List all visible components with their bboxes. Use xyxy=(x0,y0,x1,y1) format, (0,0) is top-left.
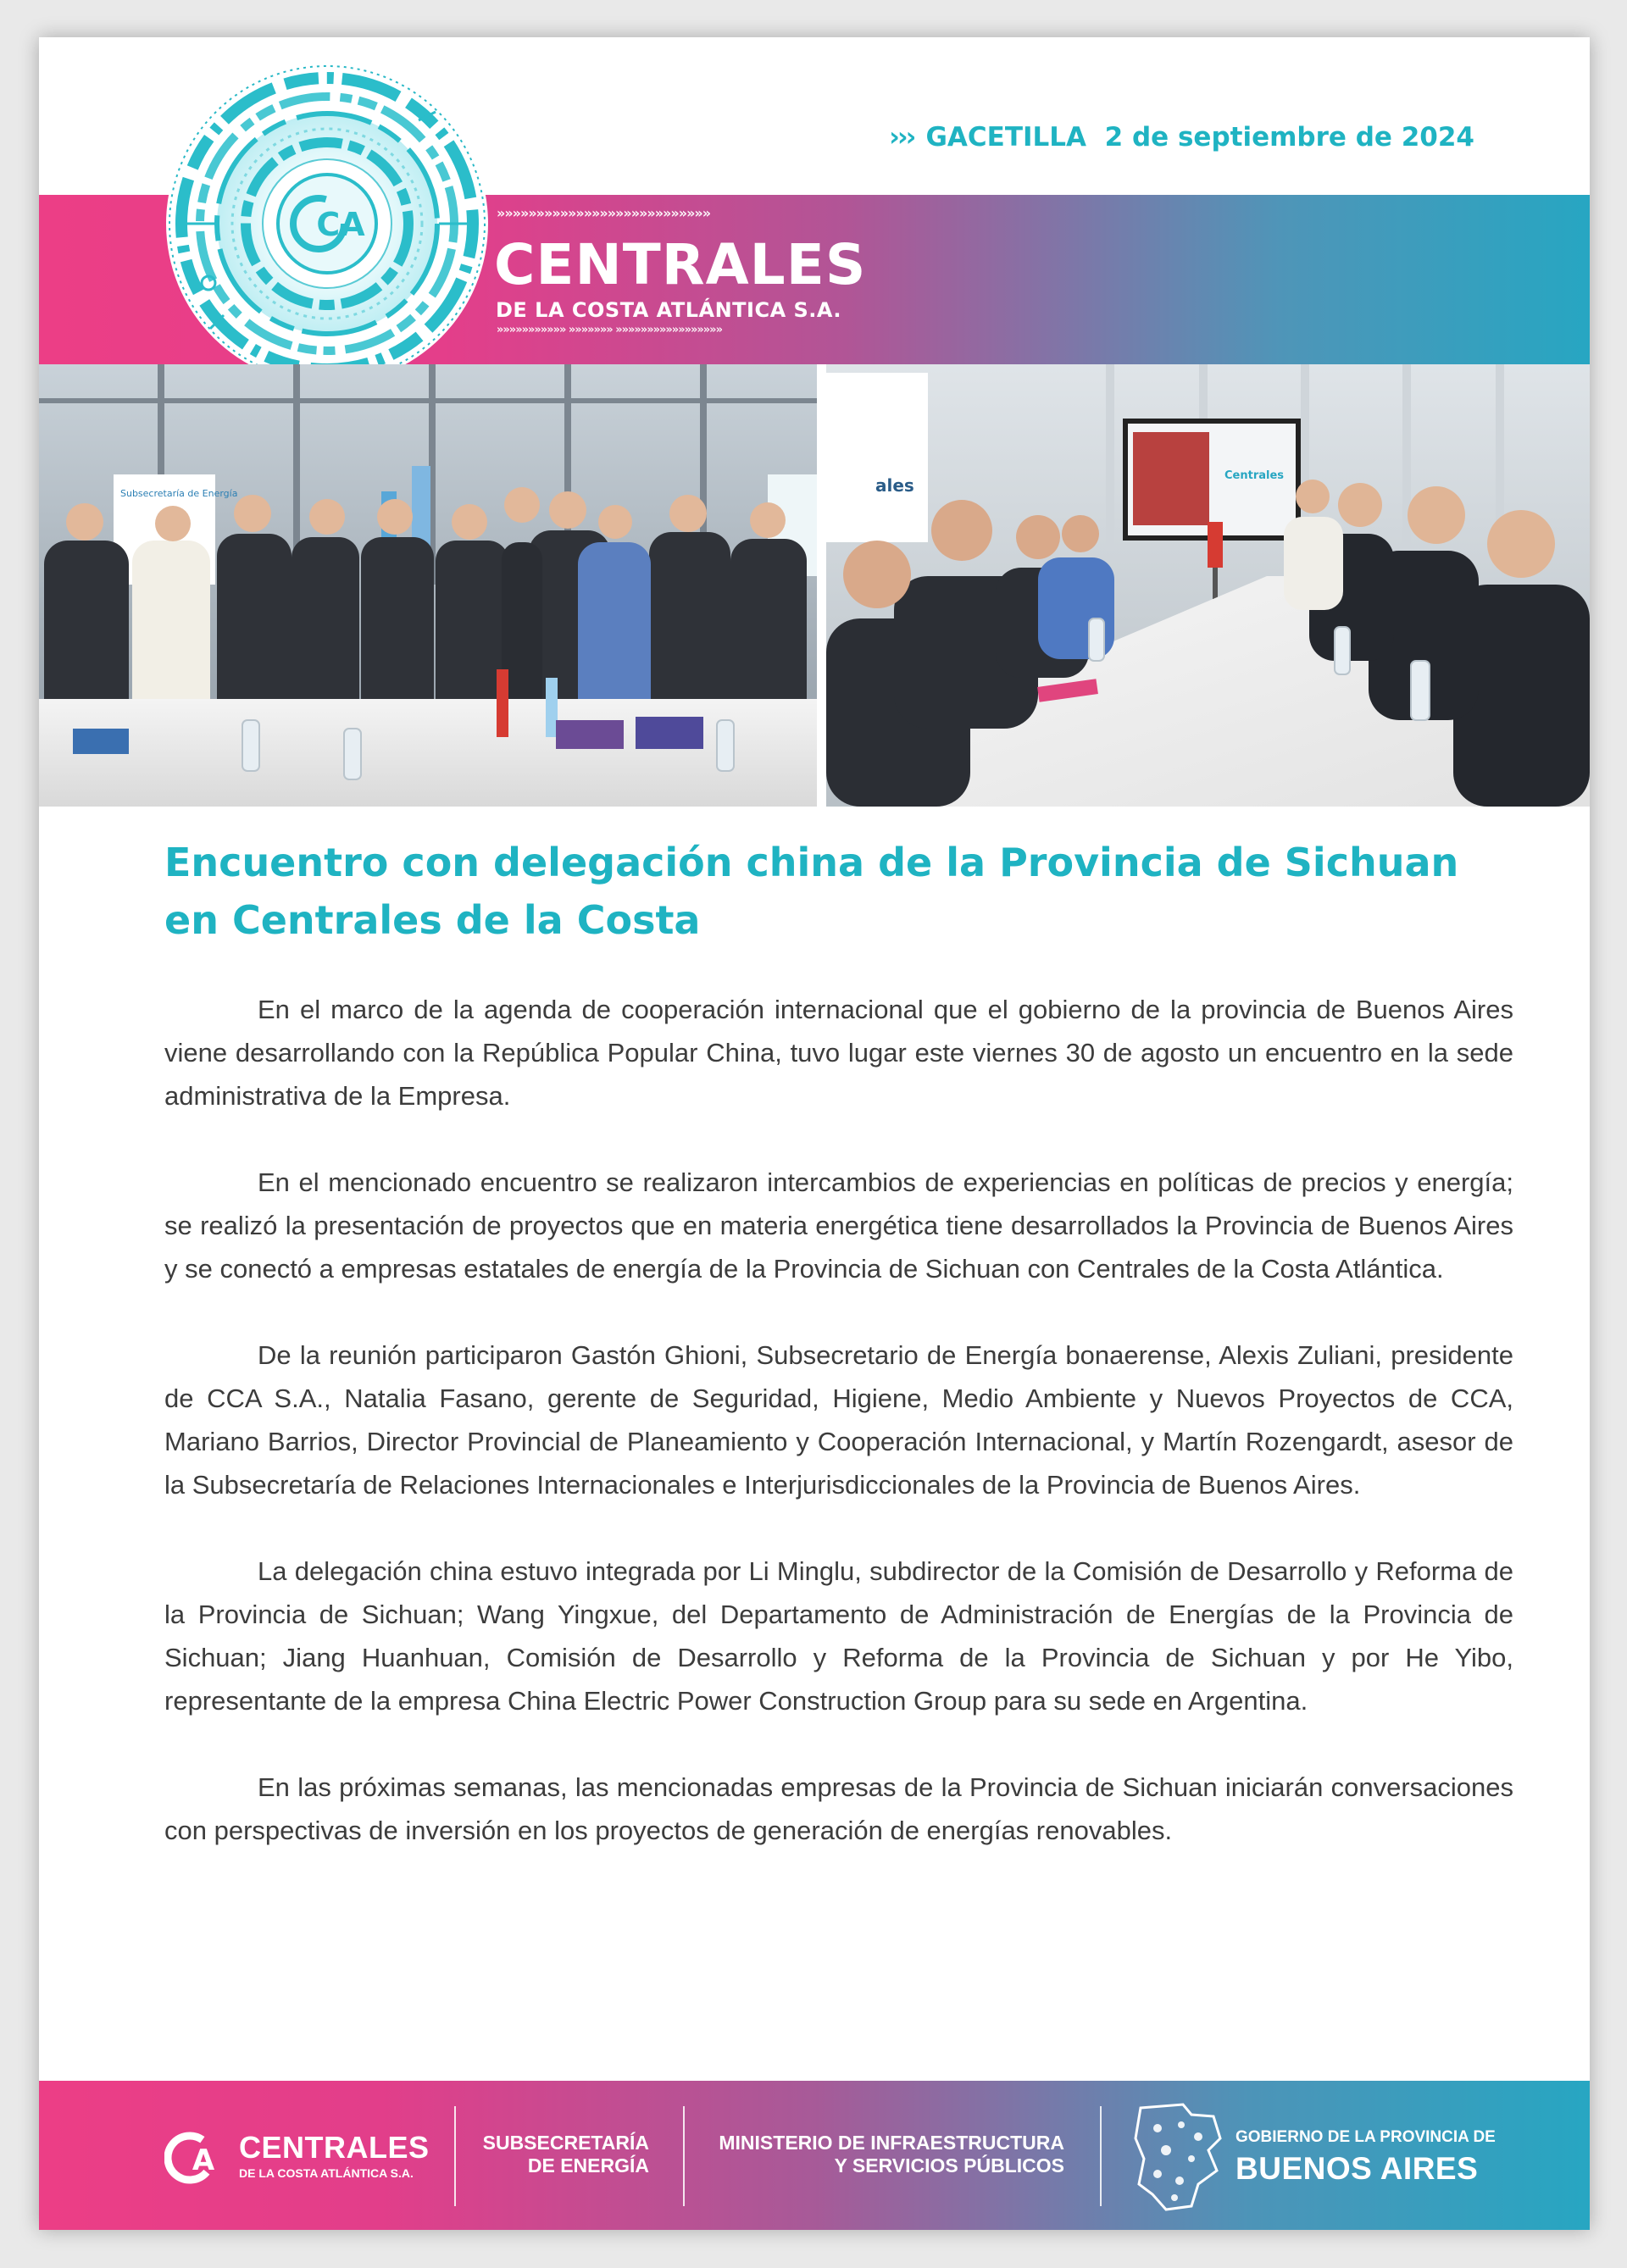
footer-gobierno-line2: BUENOS AIRES xyxy=(1236,2151,1479,2186)
footer-gobierno-line1: GOBIERNO DE LA PROVINCIA DE xyxy=(1236,2128,1496,2146)
publication-date: 2 de septiembre de 2024 xyxy=(1104,122,1474,152)
band-chevrons-bottom: »»»»»»»»»»» »»»»»»» »»»»»»»»»»»»»»»»» xyxy=(497,324,722,336)
paragraph-2: En el mencionado encuentro se realizaron intercambios de experiencias en políticas de precios y energía; se realizó la presentación de proyectos que en materia energética tiene desarrollados la Provincia de Buenos Aires y se conectó a empresas estatales de energía de la Provincia de Sichuan con Centrales de la Costa Atlántica. xyxy=(164,1167,1513,1284)
paragraph-1: En el marco de la agenda de cooperación internacional que el gobierno de la provincia de Buenos Aires viene desarrollando con la República Popular China, tuvo lugar este viernes 30 de agosto un encuentro en la sede administrativa de la Empresa. xyxy=(164,995,1513,1111)
article-title-line2: en Centrales de la Costa xyxy=(164,897,701,943)
cca-logo-icon xyxy=(164,2127,234,2188)
footer-cca-title: CENTRALES xyxy=(239,2130,430,2165)
group-photo xyxy=(39,364,817,807)
gacetilla-date-line xyxy=(889,122,1474,152)
svg-text:A: A xyxy=(192,2143,215,2177)
brand-subtitle: DE LA COSTA ATLÁNTICA S.A. xyxy=(496,298,842,322)
cca-emblem-logo xyxy=(164,61,490,386)
band-chevrons-top: »»»»»»»»»»»»»»»»»»»»»»»»»»» xyxy=(497,205,711,221)
buenos-aires-map-icon xyxy=(1132,2099,1225,2215)
footer-divider-1 xyxy=(454,2106,456,2206)
meeting-photo-image xyxy=(826,364,1590,807)
screen-text: Centrales xyxy=(1224,469,1285,482)
paragraph-4: La delegación china estuvo integrada por Li Minglu, subdirector de la Comisión de Desarrollo y Reforma de la Provincia de Sichuan; Wang Yingxue, del Departamento de Administración de Energías de la Provincia de Sichuan; Jiang Huanhuan, Comisión de Desarrollo y Reforma de la Provincia de Sichuan y por He Yibo, representante de la empresa China Electric Power Construction Group para su sede en Argentina. xyxy=(164,1556,1513,1716)
paragraph-3: De la reunión participaron Gastón Ghioni, Subsecretario de Energía bonaerense, Alexis Zuliani, presidente de CCA S.A., Natalia Fasano, gerente de Seguridad, Higiene, Medio Ambiente y Nuevos Proyectos de CCA, Mariano Barrios, Director Provincial de Planeamiento y Cooperación Internacional, y Martín Rozengardt, asesor de la Subsecretaría de Relaciones Internacionales e Interjurisdiccionales de la Provincia de Buenos Aires. xyxy=(164,1340,1513,1500)
brand-title: CENTRALES xyxy=(494,232,867,297)
footer-ministerio xyxy=(708,2132,1064,2177)
footer-band xyxy=(39,2081,1590,2230)
footer-subsecretaria-line1: SUBSECRETARÍA xyxy=(482,2132,649,2154)
footer-subsecretaria xyxy=(480,2132,649,2177)
gacetilla-label: GACETILLA xyxy=(925,122,1086,152)
footer-subsecretaria-line2: DE ENERGÍA xyxy=(527,2154,649,2177)
footer-divider-3 xyxy=(1100,2106,1102,2206)
footer-cca-subtitle: DE LA COSTA ATLÁNTICA S.A. xyxy=(239,2166,414,2180)
footer-divider-2 xyxy=(683,2106,685,2206)
chevrons-icon: ››› xyxy=(889,122,914,152)
article-body xyxy=(164,988,1513,1895)
press-release-page xyxy=(39,37,1590,2230)
emblem-letters: CA xyxy=(316,206,365,243)
sign-text: Subsecretaría de Energía xyxy=(120,488,238,499)
paragraph-5: En las próximas semanas, las mencionadas empresas de la Provincia de Sichuan iniciarán conversaciones con perspectivas de inversión en los proyectos de generación de energías renovables. xyxy=(164,1772,1513,1845)
sign-text-right: ales xyxy=(875,475,914,496)
meeting-photo xyxy=(826,364,1590,807)
footer-ministerio-line1: MINISTERIO DE INFRAESTRUCTURA xyxy=(719,2132,1064,2154)
footer-ministerio-line2: Y SERVICIOS PÚBLICOS xyxy=(834,2154,1064,2177)
article-title-line1: Encuentro con delegación china de la Provincia de Sichuan xyxy=(164,840,1459,885)
article-title xyxy=(164,834,1512,949)
group-photo-image xyxy=(39,364,817,807)
